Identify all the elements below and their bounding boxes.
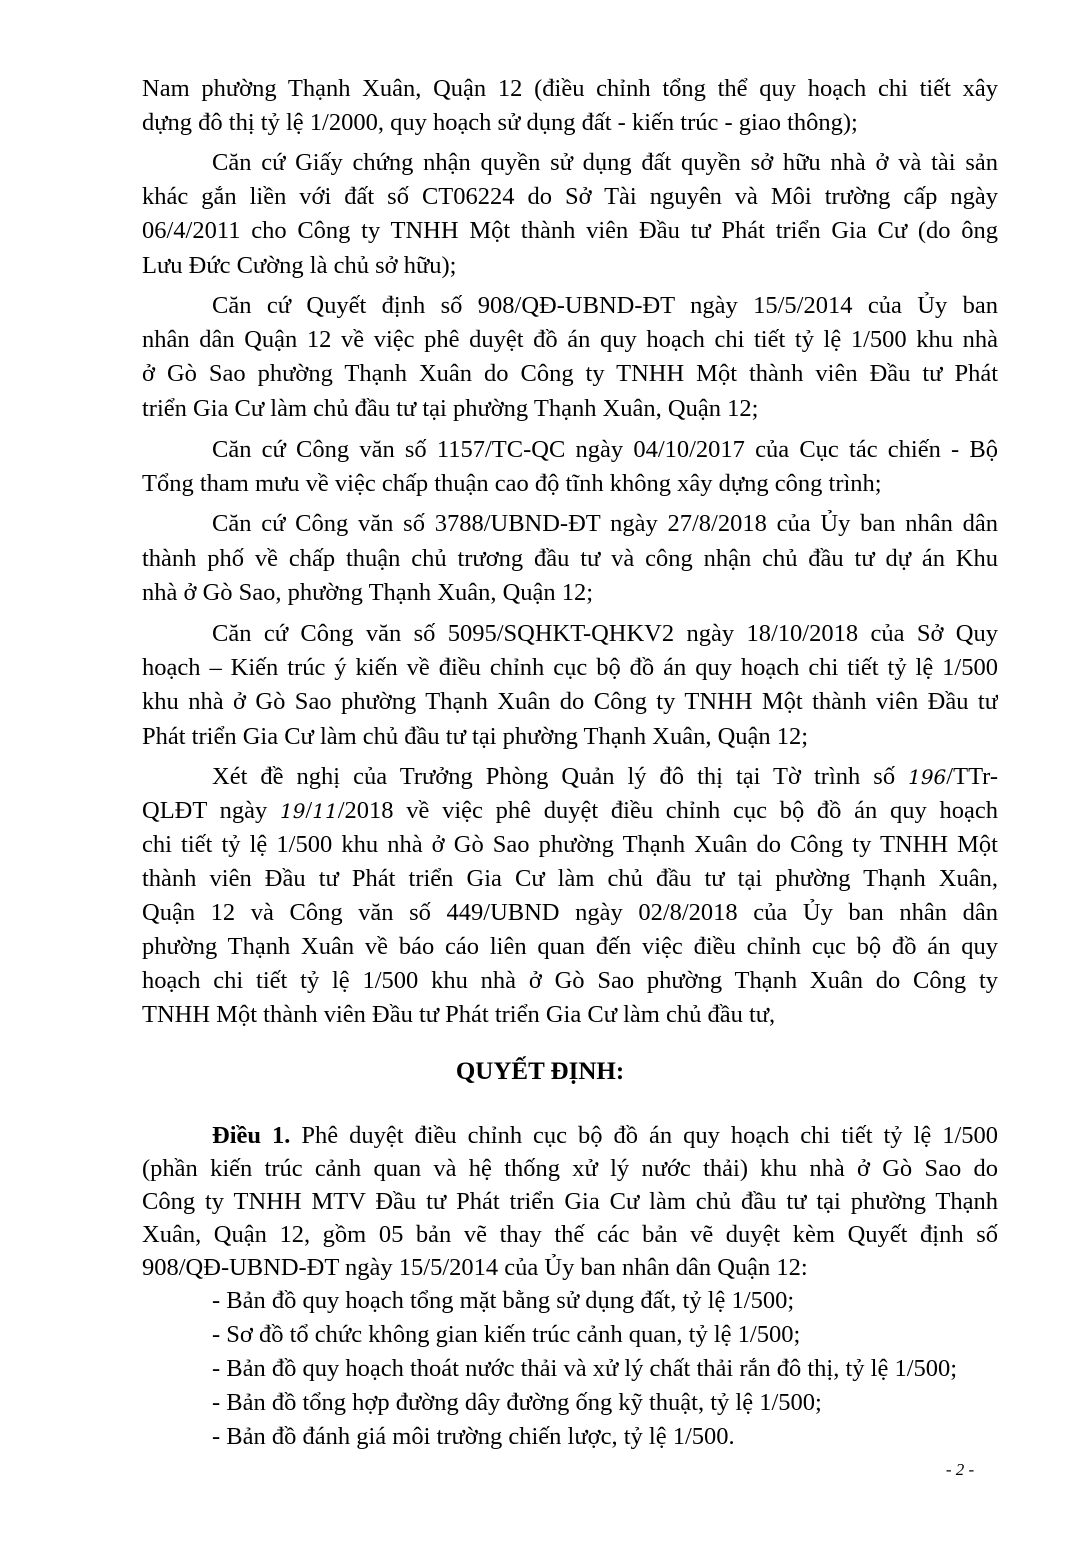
- proposal-line: TNHH Một thành viên Đầu tư Phát triển Gia Cư làm chủ đầu tư,: [142, 1001, 776, 1028]
- drawing-list-item: - Bản đồ quy hoạch tổng mặt bằng sử dụng đất, tỷ lệ 1/500;: [212, 1287, 795, 1314]
- preamble-line: khác gắn liền với đất số CT06224 do Sở Tài nguyên và Môi trường cấp ngày: [142, 183, 998, 210]
- proposal-line: [212, 761, 998, 793]
- preamble-line: Tổng tham mưu về việc chấp thuận cao độ tĩnh không xây dựng công trình;: [142, 470, 882, 497]
- page-number: - 2 -: [945, 1460, 975, 1479]
- handwritten-day: 19: [279, 799, 306, 823]
- article-1-line: Công ty TNHH MTV Đầu tư Phát triển Gia Cư làm chủ đầu tư tại phường Thạnh: [142, 1188, 998, 1215]
- proposal-line: chi tiết tỷ lệ 1/500 khu nhà ở Gò Sao phường Thạnh Xuân do Công ty TNHH Một: [142, 831, 998, 858]
- preamble-line: ở Gò Sao phường Thạnh Xuân do Công ty TNHH Một thành viên Đầu tư Phát: [142, 360, 998, 387]
- preamble-line: nhà ở Gò Sao, phường Thạnh Xuân, Quận 12;: [142, 579, 594, 606]
- proposal-line: hoạch chi tiết tỷ lệ 1/500 khu nhà ở Gò Sao phường Thạnh Xuân do Công ty: [142, 967, 998, 994]
- preamble-line: Căn cứ Công văn số 3788/UBND-ĐT ngày 27/8/2018 của Ủy ban nhân dân: [212, 510, 998, 537]
- drawing-list-item: - Bản đồ đánh giá môi trường chiến lược, tỷ lệ 1/500.: [212, 1423, 735, 1450]
- article-1-line: [212, 1120, 998, 1152]
- drawing-list-item: - Sơ đồ tổ chức không gian kiến trúc cảnh quan, tỷ lệ 1/500;: [212, 1321, 801, 1348]
- preamble-line: triển Gia Cư làm chủ đầu tư tại phường Thạnh Xuân, Quận 12;: [142, 395, 759, 422]
- handwritten-number: 196: [908, 765, 947, 789]
- preamble-line: thành phố về chấp thuận chủ trương đầu tư và công nhận chủ đầu tư dự án Khu: [142, 545, 998, 572]
- article-1-label: Điều 1.: [212, 1122, 291, 1149]
- proposal-line: Quận 12 và Công văn số 449/UBND ngày 02/8/2018 của Ủy ban nhân dân: [142, 899, 998, 926]
- preamble-line: Phát triển Gia Cư làm chủ đầu tư tại phường Thạnh Xuân, Quận 12;: [142, 723, 809, 750]
- proposal-line: phường Thạnh Xuân về báo cáo liên quan đến việc điều chỉnh cục bộ đồ án quy: [142, 933, 998, 960]
- preamble-line: dựng đô thị tỷ lệ 1/2000, quy hoạch sử dụng đất - kiến trúc - giao thông);: [142, 109, 858, 136]
- preamble-line: Căn cứ Quyết định số 908/QĐ-UBND-ĐT ngày 15/5/2014 của Ủy ban: [212, 292, 998, 319]
- article-1-line: 908/QĐ-UBND-ĐT ngày 15/5/2014 của Ủy ban nhân dân Quận 12:: [142, 1254, 808, 1281]
- article-text: Phê duyệt điều chỉnh cục bộ đồ án quy hoạch chi tiết tỷ lệ 1/500: [290, 1122, 998, 1149]
- preamble-line: Lưu Đức Cường là chủ sở hữu);: [142, 252, 457, 279]
- preamble-line: khu nhà ở Gò Sao phường Thạnh Xuân do Công ty TNHH Một thành viên Đầu tư: [142, 688, 998, 715]
- proposal-text: /TTr-: [946, 763, 998, 790]
- preamble-line: Nam phường Thạnh Xuân, Quận 12 (điều chỉnh tổng thể quy hoạch chi tiết xây: [142, 75, 998, 102]
- proposal-line: [142, 795, 998, 827]
- preamble-line: Căn cứ Giấy chứng nhận quyền sử dụng đất quyền sở hữu nhà ở và tài sản: [212, 149, 998, 176]
- article-1-line: Xuân, Quận 12, gồm 05 bản vẽ thay thế các bản vẽ duyệt kèm Quyết định số: [142, 1221, 998, 1248]
- drawing-list-item: - Bản đồ tổng hợp đường dây đường ống kỹ thuật, tỷ lệ 1/500;: [212, 1389, 822, 1416]
- preamble-line: 06/4/2011 cho Công ty TNHH Một thành viên Đầu tư Phát triển Gia Cư (do ông: [142, 217, 998, 244]
- preamble-line: Căn cứ Công văn số 1157/TC-QC ngày 04/10/2017 của Cục tác chiến - Bộ: [212, 436, 998, 463]
- proposal-line: thành viên Đầu tư Phát triển Gia Cư làm chủ đầu tư tại phường Thạnh Xuân,: [142, 865, 998, 892]
- date-separator: /: [305, 797, 313, 824]
- proposal-text: QLĐT ngày: [142, 797, 268, 824]
- preamble-line: Căn cứ Công văn số 5095/SQHKT-QHKV2 ngày 18/10/2018 của Sở Quy: [212, 620, 998, 647]
- proposal-text: /2018 về việc phê duyệt điều chỉnh cục bộ đồ án quy hoạch: [337, 797, 998, 824]
- article-1-line: (phần kiến trúc cảnh quan và hệ thống xử lý nước thải) khu nhà ở Gò Sao do: [142, 1155, 998, 1182]
- proposal-text: Xét đề nghị của Trưởng Phòng Quản lý đô thị tại Tờ trình số: [212, 763, 896, 790]
- handwritten-month: 11: [312, 799, 338, 823]
- drawing-list-item: - Bản đồ quy hoạch thoát nước thải và xử lý chất thải rắn đô thị, tỷ lệ 1/500;: [212, 1355, 958, 1382]
- preamble-line: nhân dân Quận 12 về việc phê duyệt đồ án quy hoạch chi tiết tỷ lệ 1/500 khu nhà: [142, 326, 998, 353]
- decision-heading: QUYẾT ĐỊNH:: [455, 1058, 625, 1085]
- preamble-line: hoạch – Kiến trúc ý kiến về điều chỉnh cục bộ đồ án quy hoạch chi tiết tỷ lệ 1/500: [142, 654, 998, 681]
